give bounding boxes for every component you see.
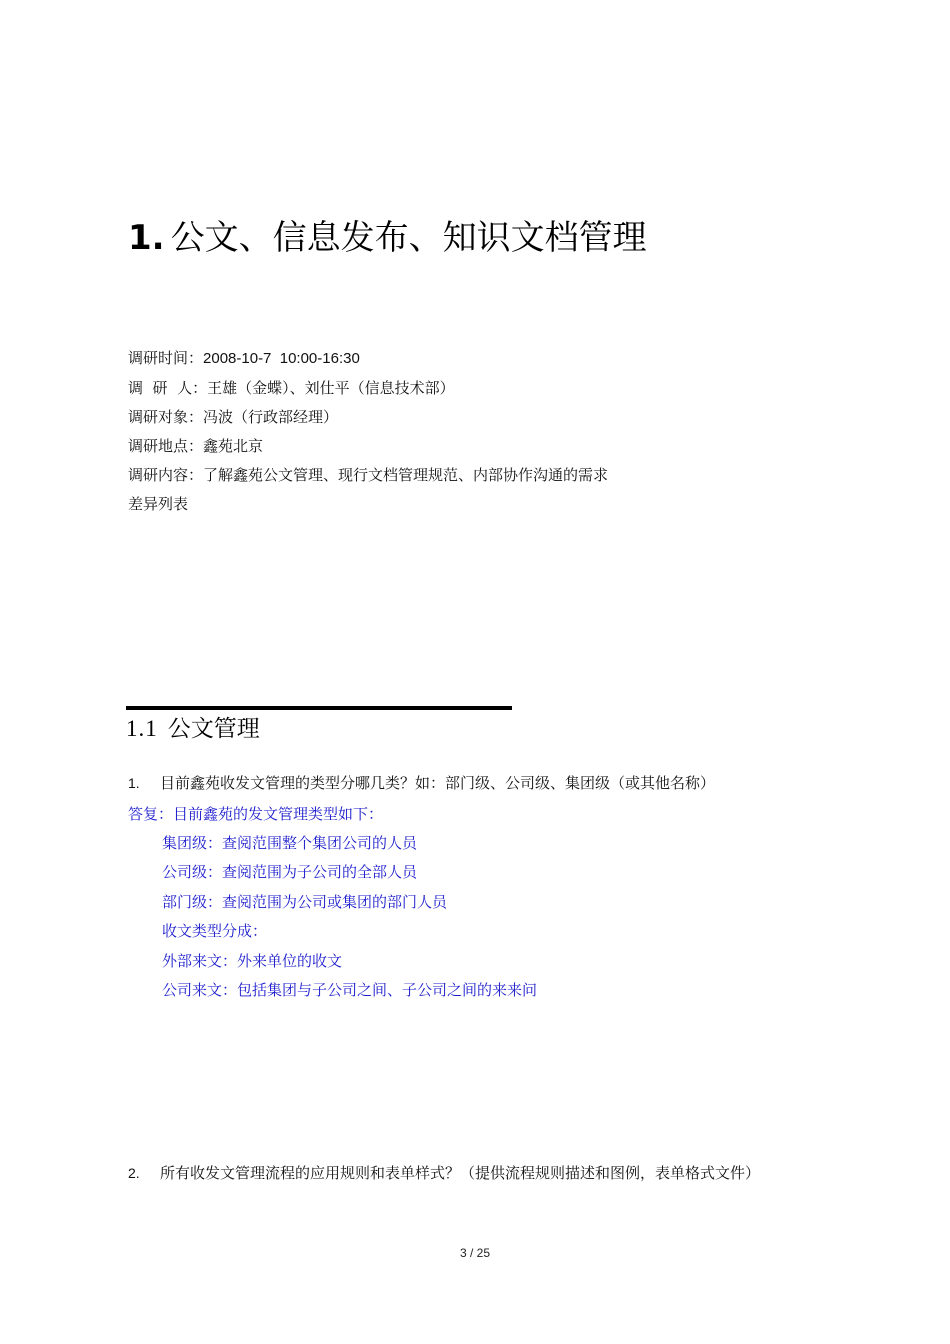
survey-time xyxy=(128,347,360,370)
answer-item: 公司来文：包括集团与子公司之间、子公司之间的来来问 xyxy=(162,981,538,999)
survey-people: 调 研 人：王雄（金蝶）、刘仕平（信息技术部） xyxy=(128,379,455,397)
chapter-heading xyxy=(128,212,647,264)
section-rule xyxy=(126,706,512,710)
answer-item: 集团级：查阅范围整个集团公司的人员 xyxy=(162,834,418,852)
answer-item: 外部来文：外来单位的收文 xyxy=(162,952,343,970)
survey-subject: 调研对象：冯波（行政部经理） xyxy=(128,408,339,426)
section-heading xyxy=(126,712,260,746)
survey-time-value: 2008-10-7 10:00-16:30 xyxy=(203,350,360,367)
question-number: 1. xyxy=(128,775,140,791)
question-number: 2. xyxy=(128,1165,140,1181)
answer-item: 公司级：查阅范围为子公司的全部人员 xyxy=(162,863,418,881)
question-text: 所有收发文管理流程的应用规则和表单样式？（提供流程规则描述和图例，表单格式文件） xyxy=(160,1164,761,1182)
diff-list-label: 差异列表 xyxy=(128,495,189,513)
question-item xyxy=(128,1162,760,1184)
survey-content: 调研内容：了解鑫苑公文管理、现行文档管理规范、内部协作沟通的需求 xyxy=(128,466,609,484)
survey-time-label: 调研时间： xyxy=(128,349,204,367)
question-text: 目前鑫苑收发文管理的类型分哪几类？如：部门级、公司级、集团级（或其他名称） xyxy=(160,774,716,792)
chapter-number: 1. xyxy=(128,218,165,258)
answer-item: 收文类型分成： xyxy=(162,922,268,940)
section-title: 公文管理 xyxy=(167,716,260,742)
page-number: 3 / 25 xyxy=(459,1246,491,1260)
question-item xyxy=(128,772,715,794)
answer-lead: 答复：目前鑫苑的发文管理类型如下： xyxy=(128,805,384,823)
answer-item: 部门级：查阅范围为公司或集团的部门人员 xyxy=(162,893,448,911)
section-number: 1.1 xyxy=(126,716,158,741)
chapter-title: 公文、信息发布、知识文档管理 xyxy=(170,218,647,258)
survey-location: 调研地点：鑫苑北京 xyxy=(128,437,264,455)
